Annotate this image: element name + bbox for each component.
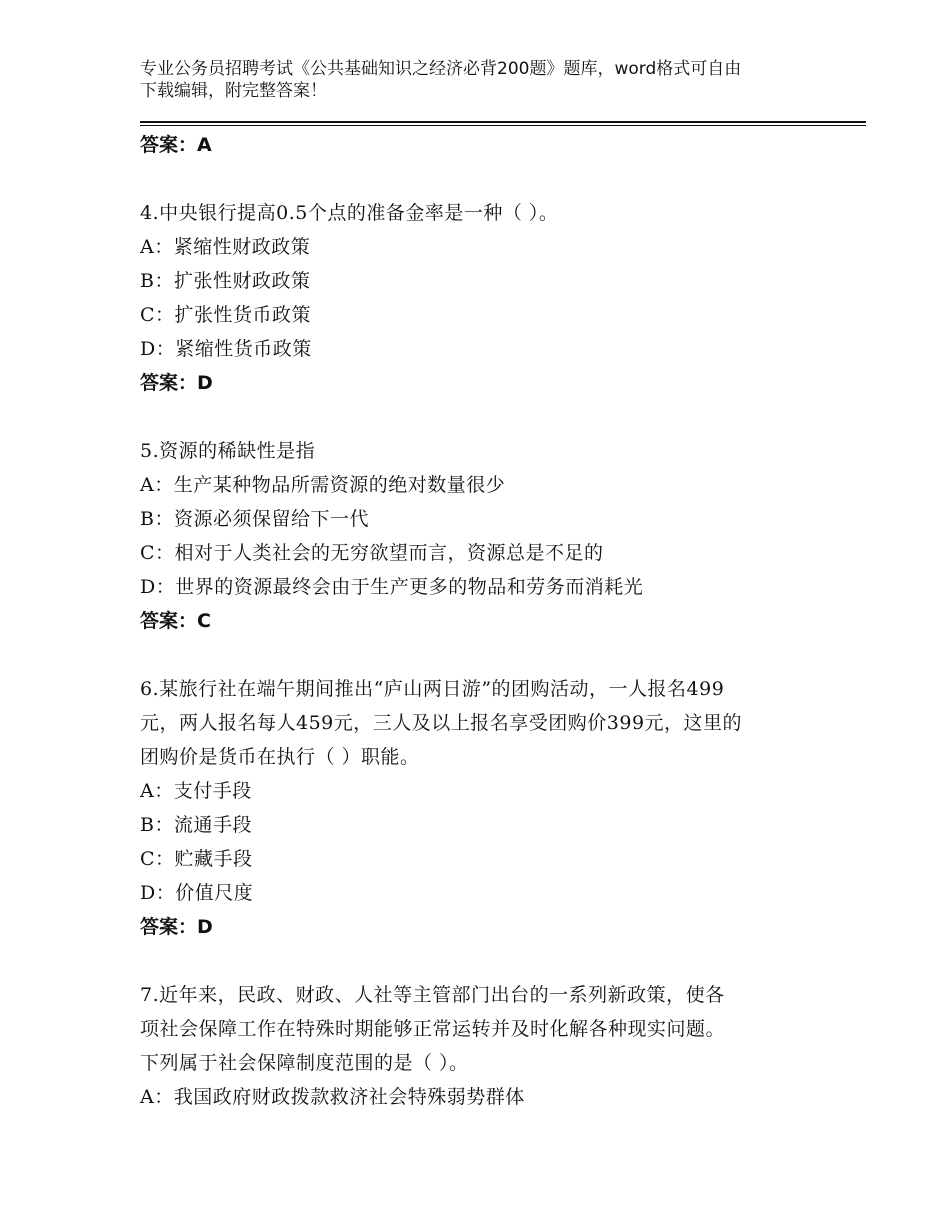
question-block-6 [140, 672, 840, 944]
option-a: A：紧缩性财政政策 [140, 236, 311, 258]
question-stem-line-1: 6.某旅行社在端午期间推出“庐山两日游”的团购活动，一人报名499 [140, 678, 725, 700]
answer-line: 答案：D [140, 372, 213, 394]
question-stem-line-3: 下列属于社会保障制度范围的是（ ）。 [140, 1052, 469, 1074]
header-rule-thick [140, 121, 866, 123]
answer-line: 答案：D [140, 916, 213, 938]
option-b: B：资源必须保留给下一代 [140, 508, 369, 530]
option-a: A：支付手段 [140, 780, 252, 802]
question-stem: 4.中央银行提高0.5个点的准备金率是一种（ ）。 [140, 202, 559, 224]
question-stem-line-2: 元，两人报名每人459元，三人及以上报名享受团购价399元，这里的 [140, 712, 743, 734]
option-d: D：世界的资源最终会由于生产更多的物品和劳务而消耗光 [140, 576, 644, 598]
spacer [140, 162, 840, 196]
question-stem-line-1: 7.近年来，民政、财政、人社等主管部门出台的一系列新政策，使各 [140, 984, 725, 1006]
question-stem-line-3: 团购价是货币在执行（ ）职能。 [140, 746, 420, 768]
option-a: A：我国政府财政拨款救济社会特殊弱势群体 [140, 1086, 525, 1108]
header-rule-thin [140, 125, 866, 126]
answer-line: 答案：C [140, 610, 211, 632]
question-block [140, 128, 840, 162]
question-stem: 5.资源的稀缺性是指 [140, 440, 316, 462]
spacer [140, 400, 840, 434]
option-c: C：贮藏手段 [140, 848, 253, 870]
question-block-7 [140, 978, 840, 1114]
option-c: C：扩张性货币政策 [140, 304, 312, 326]
header-line-1: 专业公务员招聘考试《公共基础知识之经济必背200题》题库，word格式可自由 [140, 59, 742, 79]
question-block-4 [140, 196, 840, 400]
question-block-5 [140, 434, 840, 638]
option-a: A：生产某种物品所需资源的绝对数量很少 [140, 474, 506, 496]
question-stem-line-2: 项社会保障工作在特殊时期能够正常运转并及时化解各种现实问题。 [140, 1018, 726, 1040]
document-header [140, 58, 820, 102]
option-c: C：相对于人类社会的无穷欲望而言，资源总是不足的 [140, 542, 604, 564]
header-line-2: 下载编辑，附完整答案！ [140, 81, 327, 101]
option-b: B：流通手段 [140, 814, 252, 836]
option-d: D：价值尺度 [140, 882, 254, 904]
spacer [140, 638, 840, 672]
question-list [140, 128, 840, 1114]
spacer [140, 944, 840, 978]
answer-line: 答案：A [140, 134, 212, 156]
option-d: D：紧缩性货币政策 [140, 338, 312, 360]
option-b: B：扩张性财政政策 [140, 270, 311, 292]
